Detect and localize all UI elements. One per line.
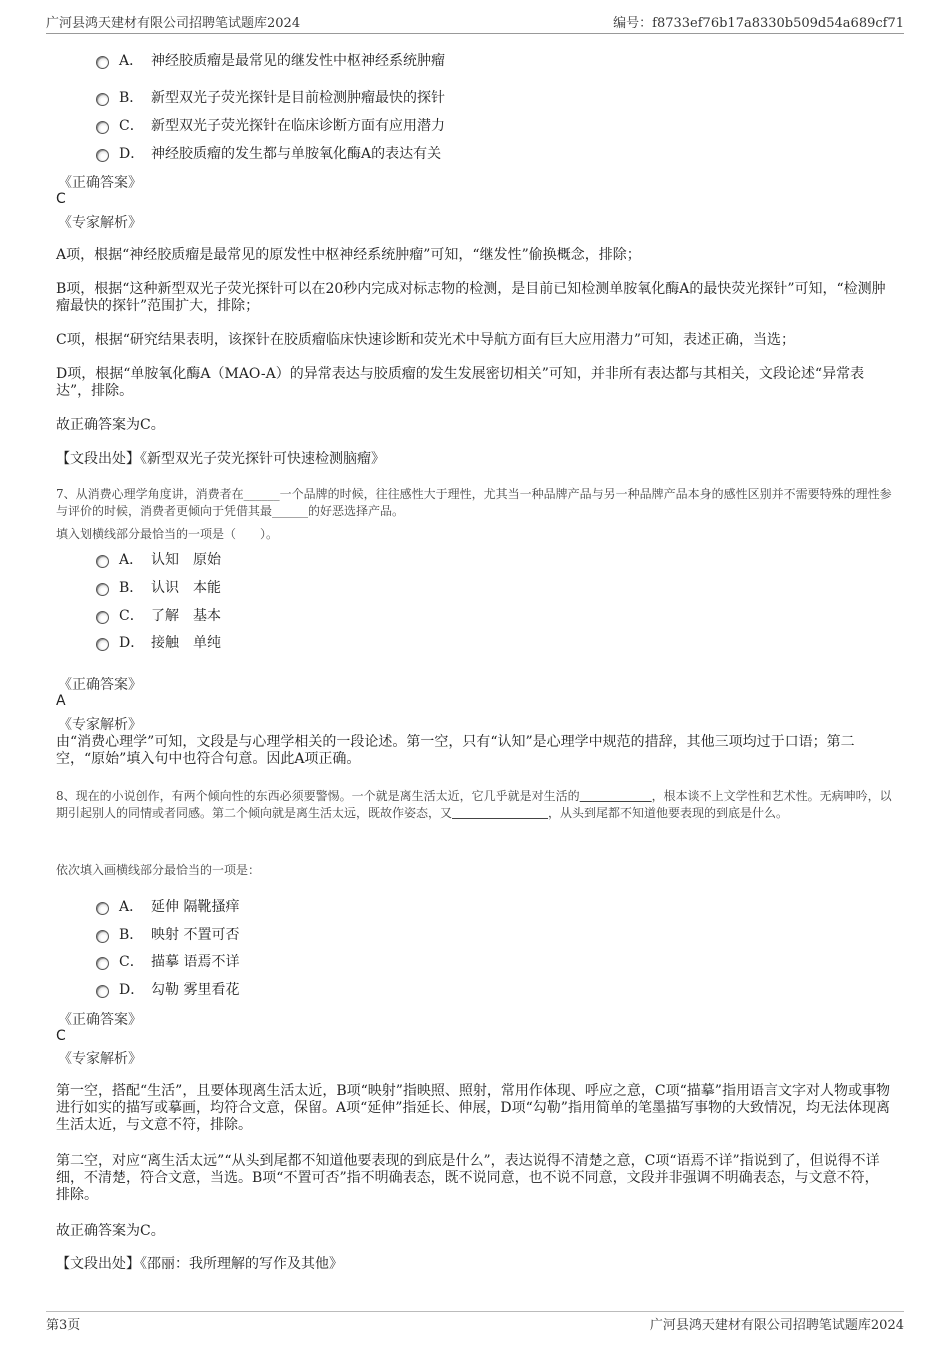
radio-icon[interactable] xyxy=(96,957,109,970)
q8-conclusion: 故正确答案为C。 xyxy=(56,1223,165,1239)
q8-analysis-1: 第一空，搭配“生活”，且要体现离生活太近，B项“映射”指映照、照射，常用作体现、呼应之意，C项“描摹”指用语言文字对人物或事物进行如实的描写或摹画，均符合文意，保留。A项“延伸”指延长、伸展，D项“勾勒”指用简单的笔墨描写事物的大致情况，均无法体现离生活太近，与文意不符，排除。 xyxy=(56,1083,890,1133)
q7-option-a[interactable]: A． 认知 原始 xyxy=(96,549,221,569)
q6-option-a[interactable]: A． 神经胶质瘤是最常见的继发性中枢神经系统肿瘤 xyxy=(96,50,445,70)
radio-icon[interactable] xyxy=(96,611,109,624)
q8-answer: C xyxy=(56,1028,66,1044)
q6-analysis-b: B项，根据“这种新型双光子荧光探针可以在20秒内完成对标志物的检测，是目前已知检测单胺氧化酶A的最快荧光探针”可知，“检测肿瘤最快的探针”范围扩大，排除； xyxy=(56,281,886,314)
q7-option-b[interactable]: B． 认识 本能 xyxy=(96,577,221,597)
radio-icon[interactable] xyxy=(96,93,109,106)
footer-divider xyxy=(46,1311,904,1312)
radio-icon[interactable] xyxy=(96,149,109,162)
q7-answer: A xyxy=(56,693,66,709)
radio-icon[interactable] xyxy=(96,902,109,915)
q7-option-d[interactable]: D． 接触 单纯 xyxy=(96,632,221,652)
q8-option-b[interactable]: B． 映射 不置可否 xyxy=(96,924,239,944)
page-number: 第3页 xyxy=(46,1318,81,1333)
q6-analysis-tag: 《专家解析》 xyxy=(58,215,142,231)
q7-answer-tag: 《正确答案》 xyxy=(58,677,142,693)
radio-icon[interactable] xyxy=(96,56,109,69)
radio-icon[interactable] xyxy=(96,930,109,943)
q8-stem: 8、现在的小说创作，有两个倾向性的东西必须要警惕。一个就是离生活太近，它几乎就是对生活的 ，根本谈不上文学性和艺术性。无病呻吟，以期引起别人的同情或者同感。第二个倾向就是离生活太远，既故作姿态，又 ，从头到尾都不知道他要表现的到底是什么。 xyxy=(56,789,892,820)
q7-option-c[interactable]: C． 了解 基本 xyxy=(96,605,221,625)
q7-analysis-tag: 《专家解析》 xyxy=(58,717,142,733)
q8-option-c[interactable]: C． 描摹 语焉不详 xyxy=(96,951,239,971)
q6-option-c[interactable]: C． 新型双光子荧光探针在临床诊断方面有应用潜力 xyxy=(96,115,445,135)
q6-answer: C xyxy=(56,191,66,207)
q7-prompt: 填入划横线部分最恰当的一项是（ ）。 xyxy=(56,527,279,541)
q6-source: 【文段出处】《新型双光子荧光探针可快速检测脑瘤》 xyxy=(56,451,385,467)
q6-option-b[interactable]: B． 新型双光子荧光探针是目前检测肿瘤最快的探针 xyxy=(96,87,445,107)
footer-title: 广河县鸿天建材有限公司招聘笔试题库2024 xyxy=(649,1318,904,1333)
q7-stem: 7、从消费心理学角度讲，消费者在______一个品牌的时候，往往感性大于理性，尤其当一种品牌产品与另一种品牌产品本身的感性区别并不需要特殊的理性参与评价的时候，消费者更倾向于凭借其最______的好恶选择产品。 xyxy=(56,487,892,518)
radio-icon[interactable] xyxy=(96,638,109,651)
q6-option-d[interactable]: D． 神经胶质瘤的发生都与单胺氧化酶A的表达有关 xyxy=(96,143,441,163)
q8-option-d[interactable]: D． 勾勒 雾里看花 xyxy=(96,979,239,999)
radio-icon[interactable] xyxy=(96,121,109,134)
document-id: 编号：f8733ef76b17a8330b509d54a689cf71 xyxy=(613,16,904,31)
q6-answer-tag: 《正确答案》 xyxy=(58,175,142,191)
q6-conclusion: 故正确答案为C。 xyxy=(56,417,165,433)
q8-answer-tag: 《正确答案》 xyxy=(58,1012,142,1028)
q8-source: 【文段出处】《邵丽：我所理解的写作及其他》 xyxy=(56,1256,343,1272)
radio-icon[interactable] xyxy=(96,985,109,998)
q8-analysis-2: 第二空，对应“离生活太远”“从头到尾都不知道他要表现的到底是什么”，表达说得不清楚之意，C项“语焉不详”指说到了，但说得不详细，不清楚，符合文意，当选。B项“不置可否”指不明确表态，既不说同意，也不说不同意，文段并非强调不明确表态，与文意不符，排除。 xyxy=(56,1153,880,1203)
q6-analysis-d: D项，根据“单胺氧化酶A（MAO-A）的异常表达与胶质瘤的发生发展密切相关”可知，并非所有表达都与其相关，文段论述“异常表达”，排除。 xyxy=(56,366,865,399)
q8-prompt: 依次填入画横线部分最恰当的一项是： xyxy=(56,863,261,877)
q8-analysis-tag: 《专家解析》 xyxy=(58,1051,142,1067)
q6-analysis-a: A项，根据“神经胶质瘤是最常见的原发性中枢神经系统肿瘤”可知，“继发性”偷换概念，排除； xyxy=(56,247,641,263)
header-divider xyxy=(46,33,904,34)
radio-icon[interactable] xyxy=(96,583,109,596)
q6-analysis-c: C项，根据“研究结果表明，该探针在胶质瘤临床快速诊断和荧光术中导航方面有巨大应用潜力”可知，表述正确，当选； xyxy=(56,332,796,348)
header-title: 广河县鸿天建材有限公司招聘笔试题库2024 xyxy=(46,16,301,31)
radio-icon[interactable] xyxy=(96,555,109,568)
q8-option-a[interactable]: A． 延伸 隔靴搔痒 xyxy=(96,896,239,916)
q7-analysis: 由“消费心理学”可知，文段是与心理学相关的一段论述。第一空，只有“认知”是心理学中规范的措辞，其他三项均过于口语；第二空，“原始”填入句中也符合句意。因此A项正确。 xyxy=(56,734,855,767)
